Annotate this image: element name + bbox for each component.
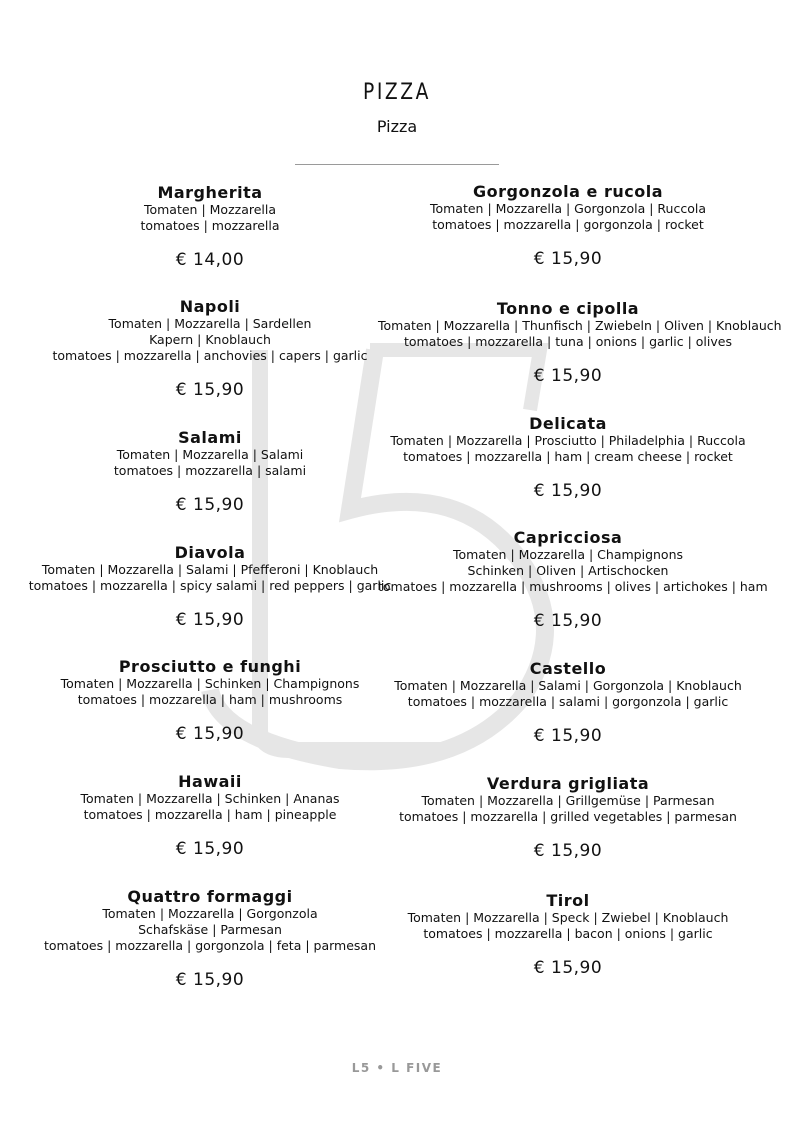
item-name: Diavola xyxy=(174,543,246,562)
item-name: Castello xyxy=(529,659,607,678)
item-ingredients-en: tomatoes | mozzarella | gorgonzola | rocket xyxy=(432,217,704,232)
item-price: € 15,90 xyxy=(533,958,603,978)
item-price: € 15,90 xyxy=(533,841,603,861)
menu-item-gorgonzola-e-rucola xyxy=(378,183,758,269)
item-name: Prosciutto e funghi xyxy=(118,657,302,676)
item-ingredients-en: tomatoes | mozzarella | tuna | onions | garlic | olives xyxy=(404,334,732,349)
item-ingredients-en: tomatoes | mozzarella | salami xyxy=(113,463,307,478)
item-ingredients-en: tomatoes | mozzarella | grilled vegetables | parmesan xyxy=(399,809,737,824)
header-divider xyxy=(295,164,499,165)
item-name: Capricciosa xyxy=(513,528,623,547)
item-price: € 14,00 xyxy=(175,250,245,270)
item-price: € 15,90 xyxy=(175,610,245,630)
item-price: € 15,90 xyxy=(175,495,245,515)
item-ingredients-de: Tomaten | Mozzarella xyxy=(143,202,277,217)
item-ingredients-en: tomatoes | mozzarella | spicy salami | red peppers | garlic xyxy=(28,578,392,593)
item-ingredients-de: Tomaten | Mozzarella | Prosciutto | Philadelphia | Ruccola xyxy=(390,433,746,448)
menu-item-capricciosa xyxy=(378,528,768,631)
item-ingredients-de: Tomaten | Mozzarella | Salami | Gorgonzola | Knoblauch xyxy=(394,678,742,693)
page-title: PIZZA xyxy=(363,80,431,105)
item-price: € 15,90 xyxy=(533,366,603,386)
item-ingredients-en: tomatoes | mozzarella xyxy=(140,218,280,233)
item-ingredients-de: Tomaten | Mozzarella | Gorgonzola xyxy=(102,906,318,921)
item-ingredients-de: Tomaten | Mozzarella | Speck | Zwiebel | Knoblauch xyxy=(407,910,729,925)
page-subtitle: Pizza xyxy=(376,117,418,136)
item-ingredients-en: tomatoes | mozzarella | ham | pineapple xyxy=(83,807,337,822)
item-ingredients-de: Tomaten | Mozzarella | Sardellen xyxy=(108,316,312,331)
menu-item-verdura-grigliata xyxy=(378,775,758,861)
item-price: € 15,90 xyxy=(533,611,603,631)
item-ingredients-de: Tomaten | Mozzarella | Schinken | Ananas xyxy=(80,791,340,806)
item-ingredients-de-2: Kapern | Knoblauch xyxy=(149,332,271,347)
menu-item-castello xyxy=(378,660,758,746)
item-name: Tirol xyxy=(546,891,590,910)
menu-item-tonno-e-cipolla xyxy=(378,299,782,386)
item-name: Tonno e cipolla xyxy=(496,299,640,318)
item-price: € 15,90 xyxy=(533,481,603,501)
menu-item-tirol xyxy=(378,892,758,978)
menu-item-hawaii xyxy=(20,773,400,859)
item-ingredients-en: tomatoes | mozzarella | ham | mushrooms xyxy=(77,692,343,707)
item-ingredients-de-2: Schinken | Oliven | Artischocken xyxy=(467,563,669,578)
menu-item-diavola xyxy=(20,544,400,630)
item-name: Hawaii xyxy=(178,772,242,791)
item-price: € 15,90 xyxy=(175,380,245,400)
item-ingredients-de: Tomaten | Mozzarella | Schinken | Champignons xyxy=(60,676,360,691)
item-ingredients-en: tomatoes | mozzarella | salami | gorgonzola | garlic xyxy=(407,694,729,709)
item-name: Delicata xyxy=(529,414,607,433)
item-ingredients-en: tomatoes | mozzarella | ham | cream cheese | rocket xyxy=(403,449,733,464)
item-name: Margherita xyxy=(157,183,263,202)
item-name: Quattro formaggi xyxy=(127,887,293,906)
item-ingredients-de: Tomaten | Mozzarella | Grillgemüse | Parmesan xyxy=(421,793,715,808)
item-ingredients-en: tomatoes | mozzarella | bacon | onions | garlic xyxy=(423,926,713,941)
item-price: € 15,90 xyxy=(175,970,245,990)
item-ingredients-de: Tomaten | Mozzarella | Thunfisch | Zwiebeln | Oliven | Knoblauch xyxy=(378,318,782,333)
item-name: Gorgonzola e rucola xyxy=(473,182,663,201)
item-price: € 15,90 xyxy=(533,726,603,746)
page-footer: L5 • L FIVE xyxy=(351,1061,443,1075)
item-ingredients-de: Tomaten | Mozzarella | Champignons xyxy=(452,547,684,562)
item-ingredients-en: tomatoes | mozzarella | mushrooms | olives | artichokes | ham xyxy=(378,579,768,594)
item-price: € 15,90 xyxy=(175,839,245,859)
item-ingredients-de: Tomaten | Mozzarella | Gorgonzola | Ruccola xyxy=(429,201,707,216)
menu-item-quattro-formaggi xyxy=(20,888,400,990)
item-price: € 15,90 xyxy=(175,724,245,744)
page-header xyxy=(0,80,794,136)
item-ingredients-en: tomatoes | mozzarella | gorgonzola | feta | parmesan xyxy=(43,938,376,953)
menu-item-margherita xyxy=(20,184,400,270)
menu-item-salami xyxy=(20,429,400,515)
item-name: Salami xyxy=(178,428,242,447)
item-name: Verdura grigliata xyxy=(486,774,650,793)
item-name: Napoli xyxy=(179,297,241,316)
menu-item-prosciutto-e-funghi xyxy=(20,658,400,744)
menu-item-napoli xyxy=(20,298,400,400)
item-ingredients-de-2: Schafskäse | Parmesan xyxy=(138,922,282,937)
item-price: € 15,90 xyxy=(533,249,603,269)
item-ingredients-de: Tomaten | Mozzarella | Salami xyxy=(116,447,304,462)
item-ingredients-de: Tomaten | Mozzarella | Salami | Pfefferoni | Knoblauch xyxy=(41,562,379,577)
menu-item-delicata xyxy=(378,415,758,501)
item-ingredients-en: tomatoes | mozzarella | anchovies | capers | garlic xyxy=(52,348,368,363)
